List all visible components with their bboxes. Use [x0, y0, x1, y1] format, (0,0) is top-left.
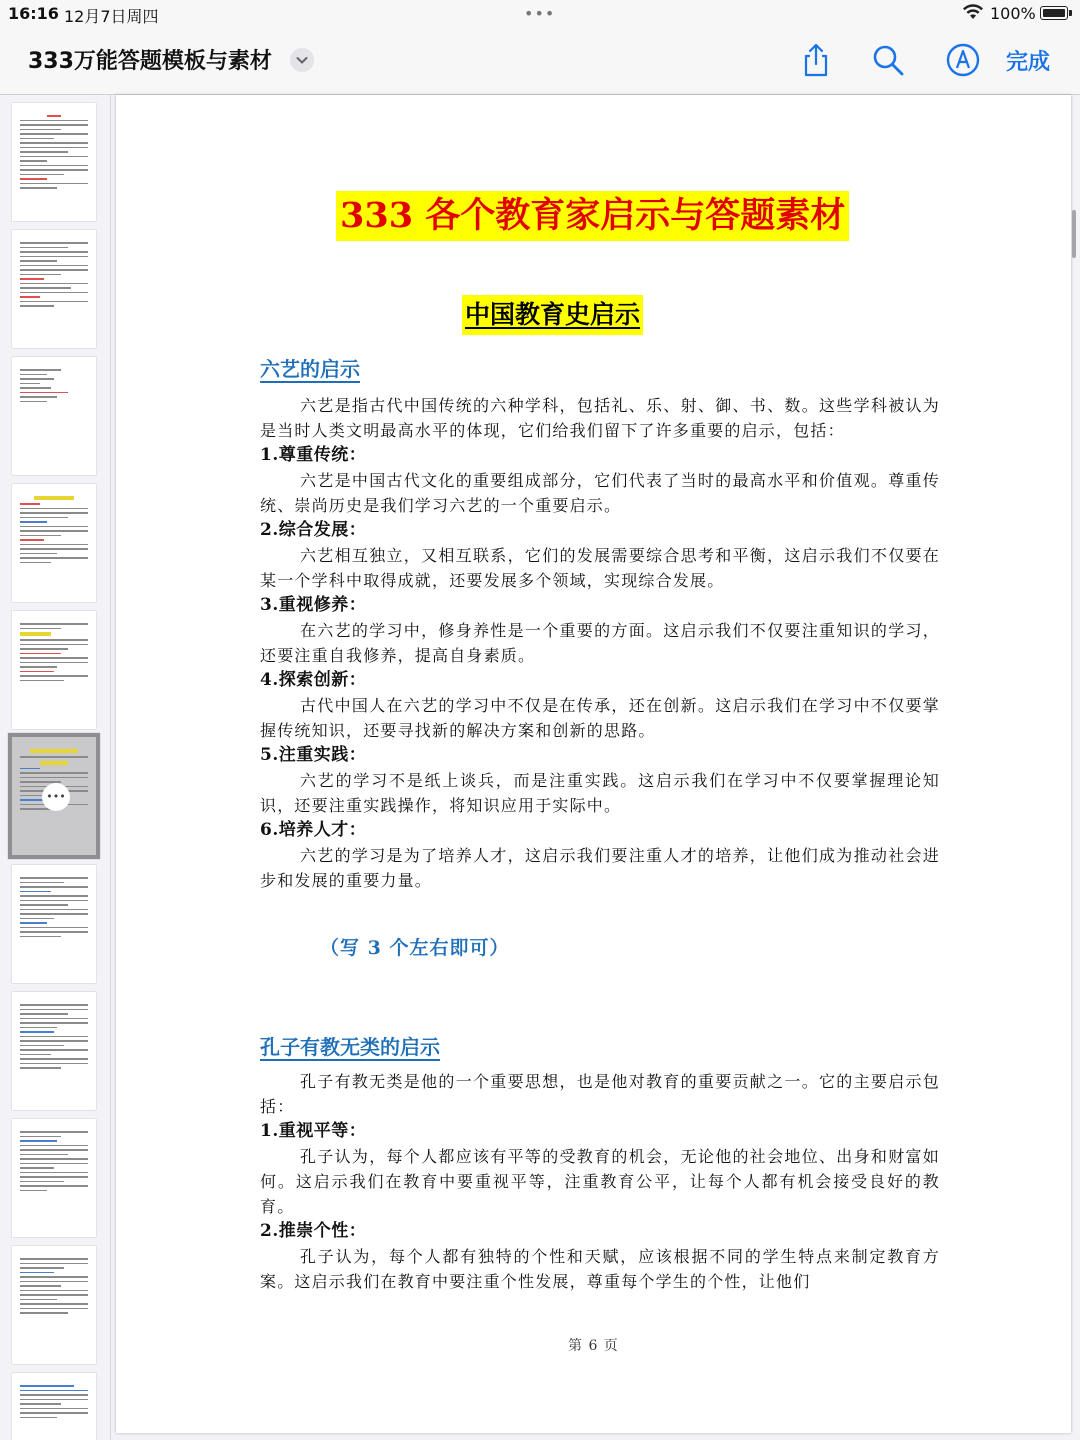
page-thumbnail[interactable] — [12, 103, 96, 221]
share-icon[interactable] — [798, 42, 834, 78]
page-thumbnail[interactable] — [12, 865, 96, 983]
kongzi-content — [260, 1069, 940, 1294]
page-thumbnails-sidebar[interactable] — [0, 95, 111, 1440]
point-title: 1.尊重传统： — [260, 445, 367, 465]
chevron-down-icon[interactable] — [290, 48, 314, 72]
thumbnail-options-button[interactable]: ••• — [42, 783, 70, 811]
paragraph: 六艺相互独立，又相互联系，它们的发展需要综合思考和平衡，这启示我们不仅要在某一个学科中取得成就，还要发展多个领域，实现综合发展。 — [260, 546, 940, 590]
page-number: 第 6 页 — [568, 1338, 619, 1354]
wifi-icon — [962, 4, 984, 20]
point-title: 6.培养人才： — [260, 820, 367, 840]
page-thumbnail-current[interactable] — [8, 733, 100, 859]
point-title: 4.探索创新： — [260, 670, 367, 690]
page-thumbnail[interactable] — [12, 1246, 96, 1364]
point-title: 5.注重实践： — [260, 745, 367, 765]
page-thumbnail[interactable] — [12, 230, 96, 348]
paragraph: 在六艺的学习中，修身养性是一个重要的方面。这启示我们不仅要注重知识的学习，还要注重自我修养，提高自身素质。 — [260, 621, 940, 665]
page-thumbnail[interactable] — [12, 1119, 96, 1237]
page-thumbnail[interactable] — [12, 611, 96, 729]
status-bar — [0, 0, 1080, 28]
point-title: 1.重视平等： — [260, 1121, 367, 1141]
battery-percent: 100% — [990, 4, 1036, 23]
paragraph: 孔子认为，每个人都应该有平等的受教育的机会，无论他的社会地位、出身和财富如何。这启示我们在教育中要重视平等，注重教育公平，让每个人都有机会接受良好的教育。 — [260, 1147, 940, 1216]
markup-icon[interactable] — [945, 42, 981, 78]
paragraph: 孔子认为，每个人都有独特的个性和天赋，应该根据不同的学生特点来制定教育方案。这启示我们在教育中要注重个性发展，尊重每个学生的个性，让他们 — [260, 1247, 940, 1291]
paragraph: 古代中国人在六艺的学习中不仅是在传承，还在创新。这启示我们在学习中不仅要掌握传统知识，还要寻找新的解决方案和创新的思路。 — [260, 696, 940, 740]
multitasking-dots[interactable]: ••• — [524, 4, 556, 23]
subsection-heading-kongzi: 孔子有教无类的启示 — [260, 1035, 440, 1059]
paragraph: 六艺的学习不是纸上谈兵，而是注重实践。这启示我们在学习中不仅要掌握理论知识，还要注重实践操作，将知识应用于实际中。 — [260, 771, 940, 815]
search-icon[interactable] — [870, 42, 906, 78]
page-thumbnail[interactable] — [12, 357, 96, 475]
battery-icon — [1040, 6, 1068, 20]
page-thumbnail[interactable] — [12, 1373, 96, 1440]
page-thumbnail[interactable] — [12, 484, 96, 602]
point-title: 2.推崇个性： — [260, 1221, 367, 1241]
page-thumbnail[interactable] — [12, 992, 96, 1110]
point-title: 3.重视修养： — [260, 595, 367, 615]
liuyi-content — [260, 393, 940, 893]
paragraph: 六艺是指古代中国传统的六种学科，包括礼、乐、射、御、书、数。这些学科被认为是当时人类文明最高水平的体现，它们给我们留下了许多重要的启示，包括： — [260, 396, 940, 440]
subsection-heading-liuyi: 六艺的启示 — [260, 357, 360, 381]
status-date: 12月7日周四 — [64, 7, 159, 26]
nav-bar — [0, 28, 1080, 95]
scrollbar[interactable] — [1072, 210, 1076, 258]
paragraph: 六艺的学习是为了培养人才，这启示我们要注重人才的培养，让他们成为推动社会进步和发展的重要力量。 — [260, 846, 940, 890]
writing-note: （写 3 个左右即可） — [320, 937, 510, 959]
done-button[interactable]: 完成 — [1006, 50, 1051, 75]
status-time: 16:16 — [8, 4, 59, 23]
point-title: 2.综合发展： — [260, 520, 367, 540]
section-heading: 中国教育史启示 — [462, 295, 643, 335]
document-page[interactable] — [116, 95, 1071, 1433]
paragraph: 六艺是中国古代文化的重要组成部分，它们代表了当时的最高水平和价值观。尊重传统、崇尚历史是我们学习六艺的一个重要启示。 — [260, 471, 940, 515]
document-title[interactable]: 333万能答题模板与素材 — [28, 49, 272, 74]
document-heading: 333 各个教育家启示与答题素材 — [336, 191, 849, 241]
paragraph: 孔子有教无类是他的一个重要思想，也是他对教育的重要贡献之一。它的主要启示包括： — [260, 1072, 940, 1116]
